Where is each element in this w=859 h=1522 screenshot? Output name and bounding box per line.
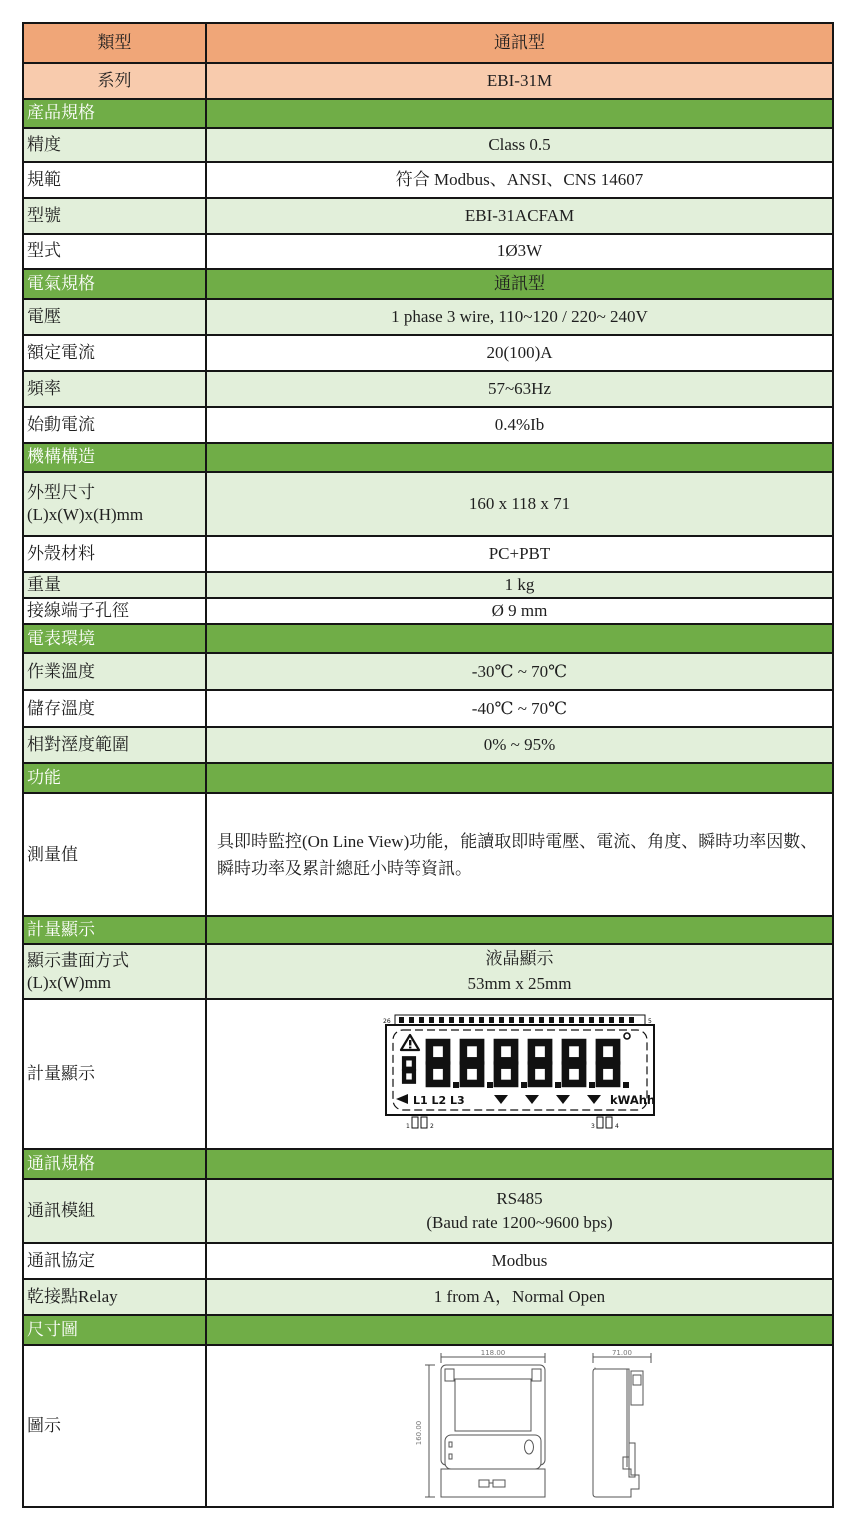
rated-current-label: 額定電流	[24, 336, 207, 370]
dimensions-value: 160 x 118 x 71	[468, 493, 571, 513]
display-mode-value-line2: 53mm x 25mm	[467, 973, 572, 993]
operating-temp-value: -30℃ ~ 70℃	[471, 661, 568, 681]
section-electrical-value: 通訊型	[494, 273, 545, 293]
humidity-value: 0% ~ 95%	[483, 735, 556, 755]
lcd-pin-top-right-label: 5	[647, 1018, 652, 1026]
section-dimension-drawing	[24, 1316, 832, 1346]
row-drawing	[24, 1346, 832, 1506]
measurement-value: 具即時監控(On Line View)功能，能讀取即時電壓、電流、角度、瞬時功率因數、瞬時功率及累計總瓩小時等資訊。	[217, 831, 818, 878]
section-comm-label: 通訊規格	[24, 1150, 207, 1178]
model-no-label: 型號	[24, 199, 207, 233]
section-function-label: 功能	[24, 764, 207, 792]
voltage-value: 1 phase 3 wire, 110~120 / 220~ 240V	[391, 306, 648, 326]
storage-temp-value: -40℃ ~ 70℃	[471, 698, 568, 718]
section-mechanical-label: 機構構造	[24, 444, 207, 471]
section-electrical-label: 電氣規格	[24, 270, 207, 298]
row-measurement	[24, 794, 832, 917]
row-relay	[24, 1280, 832, 1316]
starting-current-label: 始動電流	[24, 408, 207, 442]
section-metering-display-fill	[207, 917, 832, 943]
section-electrical	[24, 270, 832, 300]
side-depth-label: 71.00	[611, 1349, 632, 1358]
relay-value: 1 from A，Normal Open	[433, 1287, 606, 1307]
frequency-value: 57~63Hz	[487, 378, 552, 398]
lcd-pin-top-left-label: 26	[382, 1018, 391, 1026]
row-case-material	[24, 537, 832, 573]
lcd-row-graphic-cell	[207, 1000, 832, 1148]
lcd-pin2-label: 2	[429, 1123, 434, 1131]
row-starting-current	[24, 408, 832, 444]
section-mechanical-fill	[207, 444, 832, 471]
comm-protocol-label: 通訊協定	[24, 1244, 207, 1278]
section-dimension-drawing-fill	[207, 1316, 832, 1344]
comm-module-value	[207, 1180, 832, 1242]
row-dimensions	[24, 473, 832, 537]
display-mode-label-line1: 顯示畫面方式	[27, 950, 129, 970]
terminal-hole-value: Ø 9 mm	[491, 601, 548, 621]
row-comm-protocol	[24, 1244, 832, 1280]
case-material-label: 外殼材料	[24, 537, 207, 571]
front-height-label: 160.00	[414, 1420, 423, 1446]
front-height-dimension	[425, 1365, 435, 1497]
operating-temp-label: 作業溫度	[24, 654, 207, 689]
series-label: 系列	[24, 64, 207, 98]
wiring-type-label: 型式	[24, 235, 207, 268]
frequency-label: 頻率	[24, 372, 207, 406]
spec-table	[22, 22, 834, 1508]
series-value: EBI-31M	[486, 70, 553, 90]
comm-module-value-line1: RS485	[496, 1188, 543, 1208]
row-humidity	[24, 728, 832, 764]
humidity-label: 相對溼度範圍	[24, 728, 207, 762]
row-type	[24, 24, 832, 64]
front-width-label: 118.00	[480, 1349, 505, 1358]
lcd-row-label: 計量顯示	[24, 1000, 207, 1148]
storage-temp-label: 儲存溫度	[24, 691, 207, 726]
comm-module-label: 通訊模組	[24, 1180, 207, 1242]
section-environment	[24, 625, 832, 654]
wiring-type-value: 1Ø3W	[496, 241, 543, 261]
terminal-hole-label: 接線端子孔徑	[24, 599, 207, 623]
starting-current-value: 0.4%Ib	[494, 414, 545, 434]
lcd-pin4-label: 4	[614, 1123, 619, 1131]
row-lcd-display	[24, 1000, 832, 1150]
dimensions-label-line1: 外型尺寸	[27, 482, 95, 502]
row-terminal-hole	[24, 599, 832, 625]
case-material-value: PC+PBT	[488, 543, 551, 563]
voltage-label: 電壓	[24, 300, 207, 334]
lcd-display-graphic	[382, 1013, 658, 1135]
relay-label: 乾接點Relay	[24, 1280, 207, 1314]
row-standard	[24, 163, 832, 199]
type-value: 通訊型	[494, 32, 545, 52]
standard-value: 符合 Modbus、ANSI、CNS 14607	[395, 169, 644, 189]
comm-module-value-line2: (Baud rate 1200~9600 bps)	[426, 1213, 613, 1233]
measurement-label: 測量值	[24, 794, 207, 915]
dimensions-label	[24, 473, 207, 535]
dimensions-label-line2: (L)x(W)x(H)mm	[27, 505, 144, 524]
section-product-spec	[24, 100, 832, 129]
accuracy-label: 精度	[24, 129, 207, 161]
dimension-drawing	[355, 1347, 685, 1505]
section-dimension-drawing-label: 尺寸圖	[24, 1316, 207, 1344]
display-mode-value-line1: 液晶顯示	[485, 948, 554, 968]
drawing-cell	[207, 1346, 832, 1506]
drawing-label: 圖示	[24, 1346, 207, 1506]
lcd-top-pins	[399, 1017, 634, 1023]
row-model-no	[24, 199, 832, 235]
row-frequency	[24, 372, 832, 408]
row-rated-current	[24, 336, 832, 372]
section-comm-fill	[207, 1150, 832, 1178]
section-environment-fill	[207, 625, 832, 652]
accuracy-value: Class 0.5	[488, 134, 551, 154]
display-mode-label-line2: (L)x(W)mm	[27, 972, 112, 992]
weight-value: 1 kg	[504, 575, 535, 594]
section-metering-display-label: 計量顯示	[24, 917, 207, 943]
section-environment-label: 電表環境	[24, 625, 207, 652]
display-mode-label	[24, 945, 207, 998]
row-operating-temp	[24, 654, 832, 691]
lcd-pin1-label: 1	[405, 1123, 410, 1131]
weight-label: 重量	[24, 573, 207, 597]
meter-front-view	[441, 1365, 545, 1497]
row-wiring-type	[24, 235, 832, 270]
comm-protocol-value: Modbus	[491, 1251, 548, 1271]
section-function	[24, 764, 832, 794]
section-comm	[24, 1150, 832, 1180]
rated-current-value: 20(100)A	[486, 342, 553, 362]
row-series	[24, 64, 832, 100]
display-mode-value	[207, 945, 832, 998]
standard-label: 規範	[24, 163, 207, 197]
row-comm-module	[24, 1180, 832, 1244]
section-function-fill	[207, 764, 832, 792]
row-accuracy	[24, 129, 832, 163]
section-product-spec-fill	[207, 100, 832, 127]
section-metering-display	[24, 917, 832, 945]
row-voltage	[24, 300, 832, 336]
lcd-bottom-pins	[406, 1117, 619, 1130]
lcd-phase-labels: L1 L2 L3	[412, 1094, 465, 1108]
lcd-pin3-label: 3	[590, 1123, 595, 1131]
type-label: 類型	[24, 24, 207, 62]
model-no-value: EBI-31ACFAM	[464, 205, 575, 225]
section-product-spec-label: 產品規格	[24, 100, 207, 127]
meter-side-view	[593, 1368, 643, 1497]
row-display-mode	[24, 945, 832, 1000]
lcd-unit-label: kWAhh	[609, 1093, 655, 1108]
row-storage-temp	[24, 691, 832, 728]
row-weight	[24, 573, 832, 599]
section-mechanical	[24, 444, 832, 473]
